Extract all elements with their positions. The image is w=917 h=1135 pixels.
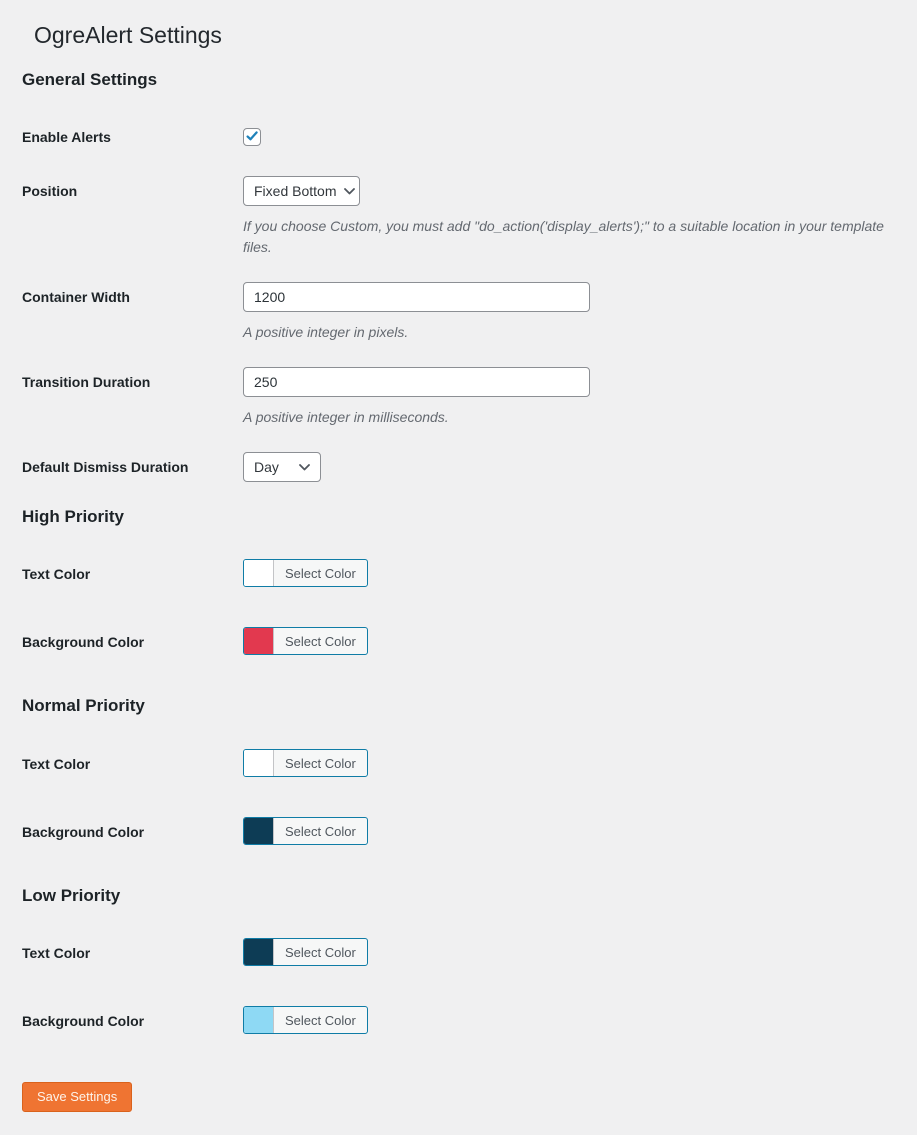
checkmark-icon (245, 129, 259, 143)
section-heading-high-priority: High Priority (22, 507, 125, 527)
high-text-color-button-label: Select Color (285, 566, 356, 582)
high-text-color-label: Text Color (22, 566, 91, 583)
field-row-position (22, 176, 895, 258)
normal-text-color-button-label: Select Color (285, 755, 356, 771)
field-row-normal-background-color (22, 817, 895, 849)
field-row-high-background-color (22, 627, 895, 659)
field-row-transition-duration (22, 367, 895, 428)
high-background-color-button-label: Select Color (285, 634, 356, 650)
section-heading-normal-priority: Normal Priority (22, 696, 145, 716)
field-row-low-background-color (22, 1006, 895, 1038)
enable-alerts-label: Enable Alerts (22, 129, 111, 146)
low-text-color-label: Text Color (22, 944, 91, 961)
position-label: Position (22, 183, 78, 200)
high-text-color-swatch (244, 560, 274, 586)
container-width-label: Container Width (22, 289, 130, 306)
transition-duration-description: A positive integer in milliseconds. (243, 409, 449, 426)
position-description: If you choose Custom, you must add "do_action('display_alerts');" to a suitable location in your template files. (243, 218, 884, 256)
transition-duration-input[interactable] (243, 367, 590, 397)
high-background-color-label: Background Color (22, 634, 145, 651)
normal-background-color-button[interactable] (243, 817, 368, 845)
low-text-color-swatch (244, 939, 274, 965)
high-text-color-button[interactable] (243, 559, 368, 587)
page-title: OgreAlert Settings (34, 22, 222, 48)
low-background-color-button[interactable] (243, 1006, 368, 1034)
container-width-description: A positive integer in pixels. (243, 324, 409, 341)
position-select-value: Fixed Bottom (254, 183, 337, 200)
field-row-high-text-color (22, 559, 895, 591)
transition-duration-label: Transition Duration (22, 374, 151, 391)
section-heading-low-priority: Low Priority (22, 885, 121, 905)
field-row-default-dismiss-duration (22, 452, 895, 482)
low-background-color-swatch (244, 1007, 274, 1033)
default-dismiss-duration-value: Day (254, 459, 279, 476)
normal-text-color-label: Text Color (22, 755, 91, 772)
low-text-color-button-label: Select Color (285, 944, 356, 960)
high-background-color-button[interactable] (243, 627, 368, 655)
low-text-color-button[interactable] (243, 938, 368, 966)
field-row-normal-text-color (22, 749, 895, 781)
field-row-container-width (22, 282, 895, 343)
normal-background-color-swatch (244, 818, 274, 844)
low-background-color-label: Background Color (22, 1012, 145, 1029)
normal-background-color-button-label: Select Color (285, 823, 356, 839)
section-heading-general: General Settings (22, 69, 158, 89)
field-row-low-text-color (22, 938, 895, 970)
enable-alerts-checkbox[interactable] (243, 128, 261, 146)
normal-text-color-button[interactable] (243, 749, 368, 777)
chevron-down-icon (344, 188, 355, 195)
position-select[interactable] (243, 176, 360, 206)
default-dismiss-duration-label: Default Dismiss Duration (22, 459, 189, 476)
save-settings-button[interactable]: Save Settings (22, 1082, 132, 1112)
container-width-input[interactable] (243, 282, 590, 312)
normal-text-color-swatch (244, 750, 274, 776)
high-background-color-swatch (244, 628, 274, 654)
field-row-enable-alerts (22, 122, 895, 152)
low-background-color-button-label: Select Color (285, 1012, 356, 1028)
normal-background-color-label: Background Color (22, 823, 145, 840)
default-dismiss-duration-select[interactable] (243, 452, 321, 482)
chevron-down-icon (299, 464, 310, 471)
